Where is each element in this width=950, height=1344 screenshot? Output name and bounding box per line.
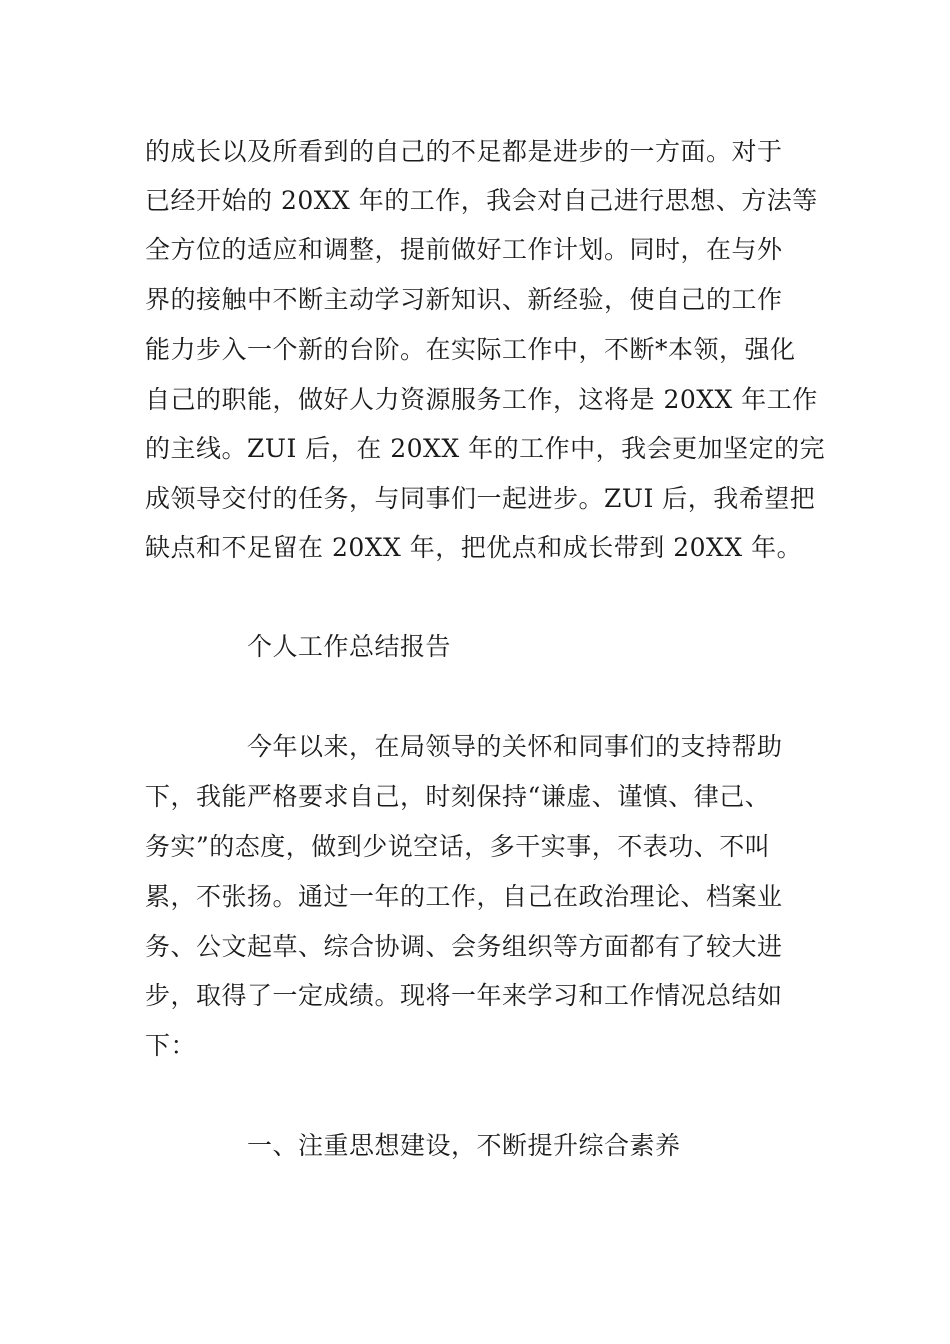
paragraph-line: 务实”的态度，做到少说空话，多干实事，不表功、不叫 [145, 832, 771, 861]
paragraph-line: 能力步入一个新的台阶。在实际工作中，不断*本领，强化 [145, 335, 796, 364]
paragraph-line: 下： [145, 1031, 197, 1060]
paragraph-line: 界的接触中不断主动学习新知识、新经验，使自己的工作 [145, 285, 783, 314]
paragraph-line: 已经开始的 20XX 年的工作，我会对自己进行思想、方法等 [145, 186, 818, 215]
paragraph-line: 今年以来，在局领导的关怀和同事们的支持帮助 [247, 732, 783, 761]
document-title: 个人工作总结报告 [247, 632, 452, 661]
section-heading: 一、注重思想建设，不断提升综合素养 [247, 1131, 681, 1160]
paragraph-line: 累，不张扬。通过一年的工作，自己在政治理论、档案业 [145, 882, 783, 911]
paragraph-line: 缺点和不足留在 20XX 年，把优点和成长带到 20XX 年。 [145, 533, 803, 562]
paragraph-line: 下，我能严格要求自己，时刻保持“谦虚、谨慎、律己、 [145, 782, 771, 811]
paragraph-line: 全方位的适应和调整，提前做好工作计划。同时，在与外 [145, 235, 783, 264]
paragraph-line: 务、公文起草、综合协调、会务组织等方面都有了较大进 [145, 932, 783, 961]
paragraph-line: 成领导交付的任务，与同事们一起进步。ZUI 后，我希望把 [145, 484, 816, 513]
paragraph-line: 自己的职能，做好人力资源服务工作，这将是 20XX 年工作 [145, 385, 818, 414]
paragraph-line: 的主线。ZUI 后，在 20XX 年的工作中，我会更加坚定的完 [145, 434, 826, 463]
paragraph-line: 的成长以及所看到的自己的不足都是进步的一方面。对于 [145, 137, 783, 166]
paragraph-line: 步，取得了一定成绩。现将一年来学习和工作情况总结如 [145, 981, 783, 1010]
